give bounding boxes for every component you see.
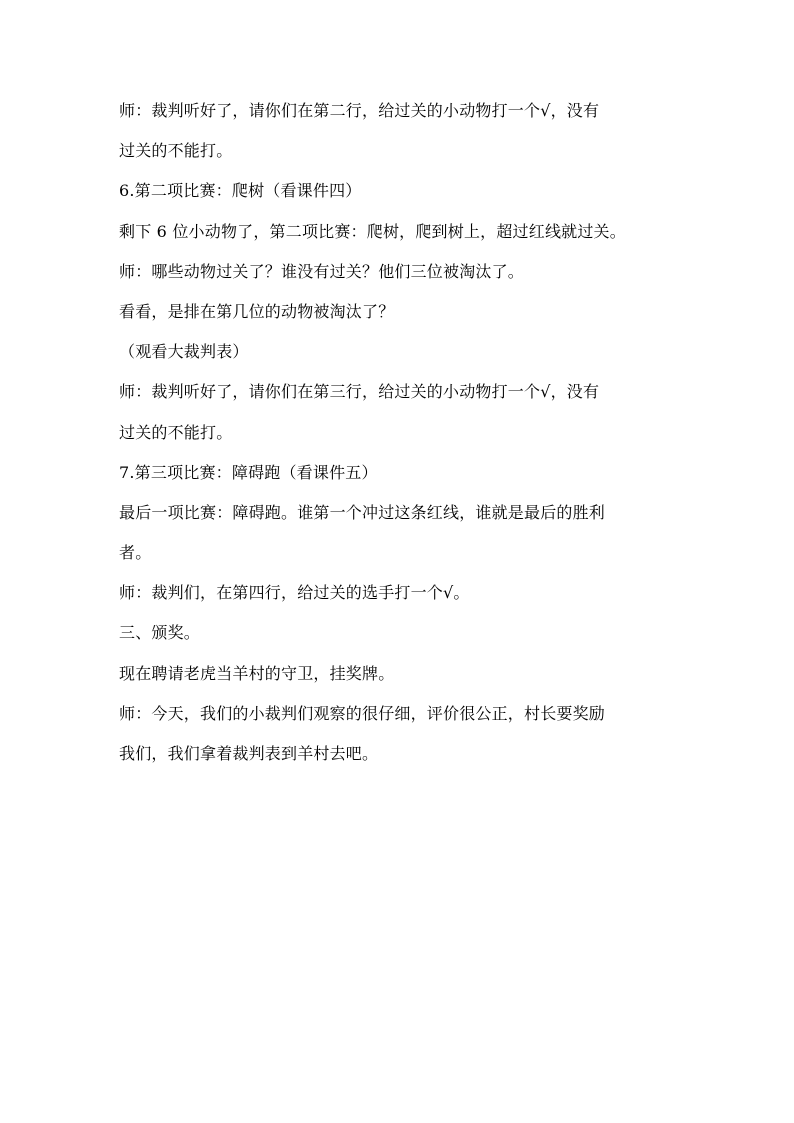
text-line-teacher-instruction-row4: 师：裁判们，在第四行，给过关的选手打一个√。: [119, 583, 470, 603]
document-body: [119, 101, 685, 784]
text-line-eliminated-question: 看看，是排在第几位的动物被淘汰了？: [119, 301, 395, 321]
text-line-continuation: 过关的不能打。: [119, 141, 233, 161]
text-line-climbing-intro: 剩下 6 位小动物了，第二项比赛：爬树，爬到树上，超过红线就过关。: [119, 221, 626, 241]
section-heading-obstacle-race: 7.第三项比赛：障碍跑（看课件五）: [119, 462, 378, 482]
text-line-teacher-instruction-row2: 师：裁判听好了，请你们在第二行，给过关的小动物打一个√，没有: [119, 101, 600, 120]
section-heading-climbing: 6.第二项比赛：爬树（看课件四）: [119, 181, 362, 201]
text-line-tiger-guard: 现在聘请老虎当羊村的守卫，挂奖牌。: [119, 663, 395, 683]
text-line-teacher-question: 师：哪些动物过关了？谁没有过关？他们三位被淘汰了。: [119, 261, 525, 281]
text-line-view-table: （观看大裁判表）: [119, 342, 249, 362]
text-line-continuation: 我们，我们拿着裁判表到羊村去吧。: [119, 744, 379, 763]
text-line-obstacle-intro: 最后一项比赛：障碍跑。谁第一个冲过这条红线，谁就是最后的胜利: [119, 502, 606, 522]
text-line-continuation: 过关的不能打。: [119, 422, 233, 442]
text-line-continuation: 者。: [119, 543, 152, 563]
text-line-teacher-instruction-row3: 师：裁判听好了，请你们在第三行，给过关的小动物打一个√，没有: [119, 382, 600, 402]
text-line-teacher-closing: 师：今天，我们的小裁判们观察的很仔细，评价很公正，村长要奖励: [119, 703, 606, 723]
section-heading-awards: 三、颁奖。: [119, 623, 201, 643]
